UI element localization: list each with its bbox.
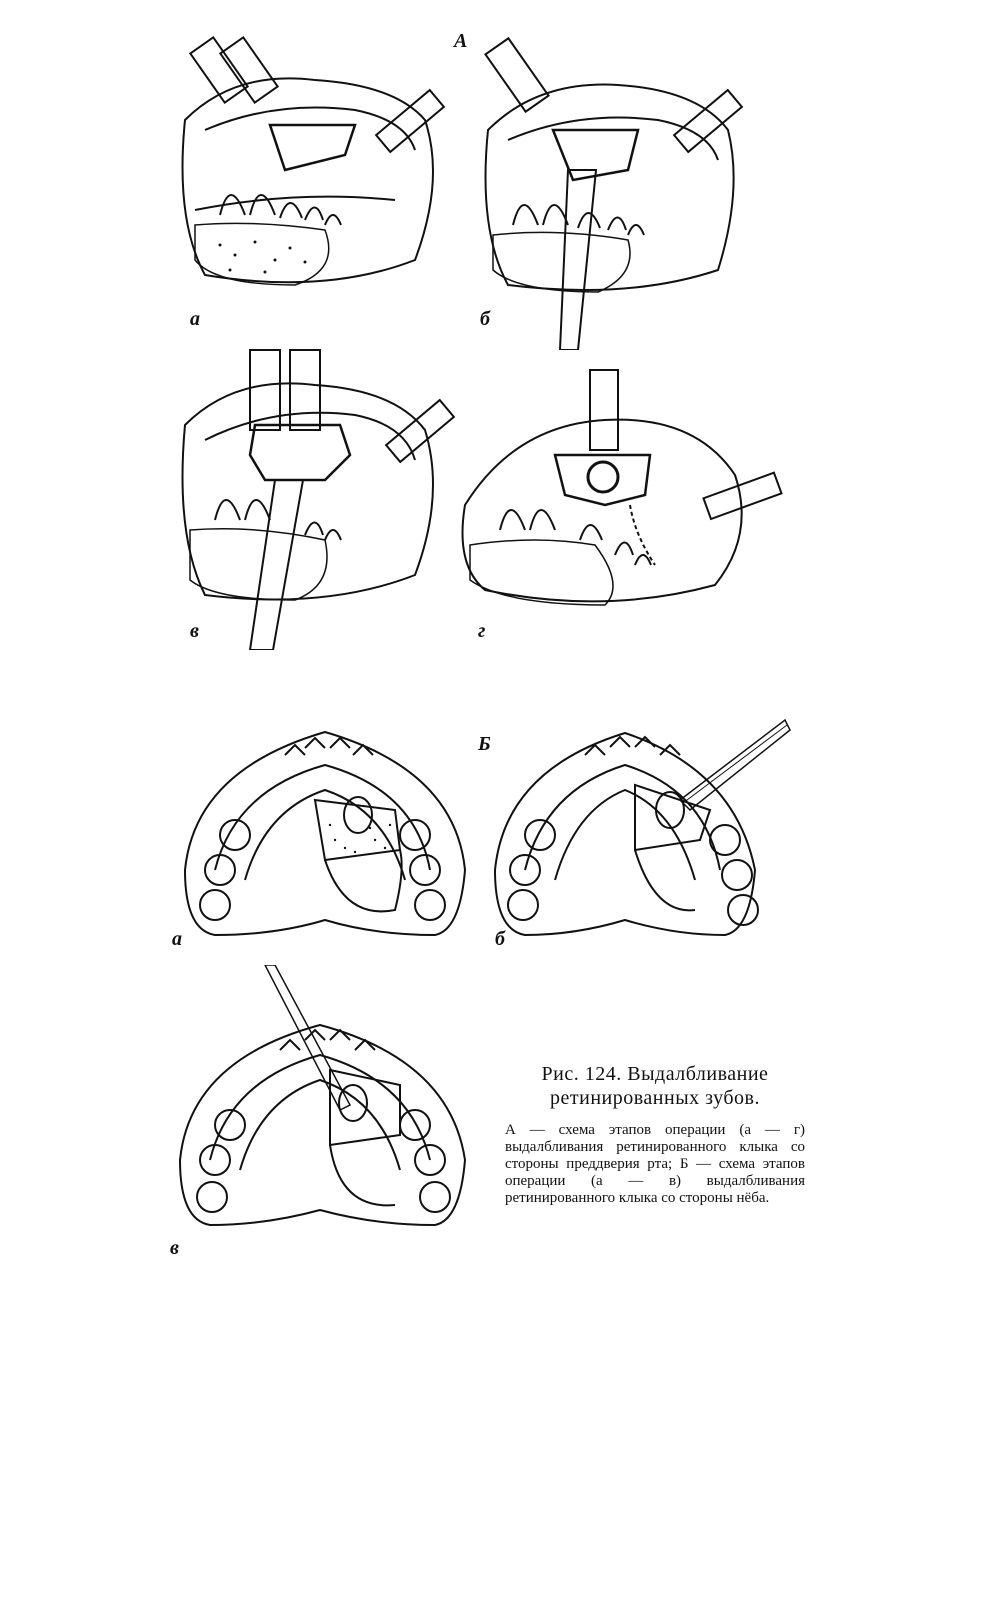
panel-label-a-c: в bbox=[190, 620, 199, 642]
caption-title-line1: Рис. 124. Выдалбливание bbox=[541, 1063, 769, 1085]
panel-label-a-a: а bbox=[190, 308, 200, 330]
illustration-a-step-a bbox=[175, 30, 455, 300]
illustration-a-step-c bbox=[175, 345, 460, 650]
panel-label-b-c: в bbox=[170, 1237, 179, 1259]
caption-body-part-b: Б — схема этапов операции (а — в) выдалбливания ретинированного клыка со стороны нёба. bbox=[505, 1156, 805, 1206]
illustration-b-step-a bbox=[175, 720, 475, 950]
caption-body-part-a: А — схема этапов операции (а — г) выдалбливания ретинированного клыка со стороны преддверия рта; bbox=[505, 1122, 805, 1172]
figure-caption bbox=[505, 1062, 805, 1207]
section-label-b: Б bbox=[478, 733, 491, 755]
panel-label-a-b: б bbox=[480, 308, 490, 330]
caption-body bbox=[505, 1122, 805, 1207]
illustration-a-step-d bbox=[455, 365, 785, 625]
panel-label-a-d: г bbox=[478, 620, 486, 642]
illustration-b-step-b bbox=[485, 715, 795, 950]
panel-label-b-a: а bbox=[172, 928, 182, 950]
illustration-a-step-b bbox=[478, 30, 748, 350]
caption-title-line2: ретинированных зубов. bbox=[550, 1087, 760, 1109]
panel-label-b-b: б bbox=[495, 928, 505, 950]
section-label-a: А bbox=[454, 30, 468, 52]
illustration-b-step-c bbox=[170, 965, 480, 1250]
